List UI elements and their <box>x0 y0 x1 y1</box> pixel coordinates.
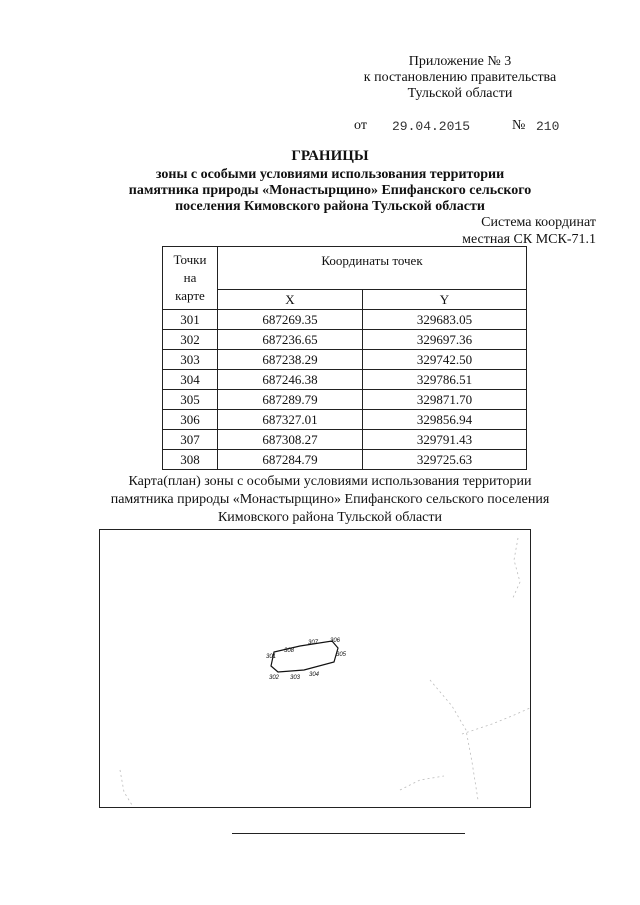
cell-x: 687289.79 <box>218 390 363 410</box>
cell-x: 687236.65 <box>218 330 363 350</box>
header-x: X <box>218 290 363 310</box>
cell-point: 305 <box>163 390 218 410</box>
point-label-307: 307 <box>308 640 319 646</box>
cell-y: 329742.50 <box>363 350 527 370</box>
cell-point: 302 <box>163 330 218 350</box>
map-canvas <box>100 530 530 807</box>
terrain-trace <box>462 708 530 734</box>
cell-point: 304 <box>163 370 218 390</box>
title-line-2: памятника природы «Монастырщино» Епифанского сельского <box>128 183 532 198</box>
number-value: 210 <box>536 119 560 134</box>
table-row <box>163 350 527 370</box>
map-plan <box>99 529 531 808</box>
annex-header <box>340 54 580 102</box>
header-points-line-2: на <box>183 270 197 285</box>
terrain-trace <box>430 680 478 800</box>
cell-y: 329791.43 <box>363 430 527 450</box>
coordinate-system-line-1: Система координат <box>481 215 596 230</box>
point-label-308: 308 <box>284 648 295 654</box>
map-caption-line-3: Кимовского района Тульской области <box>217 510 443 525</box>
point-label-304: 304 <box>309 672 320 678</box>
map-caption-line-2: памятника природы «Монастырщино» Епифанского сельского поселения <box>110 492 550 507</box>
cell-point: 301 <box>163 310 218 330</box>
terrain-trace <box>512 538 520 600</box>
map-caption-line-1: Карта(план) зоны с особыми условиями использования территории <box>128 474 532 489</box>
cell-x: 687269.35 <box>218 310 363 330</box>
header-points <box>163 247 218 310</box>
cell-point: 303 <box>163 350 218 370</box>
table-row <box>163 410 527 430</box>
annex-line-2: к постановлению правительства <box>363 70 557 85</box>
coordinates-table-body <box>163 310 527 470</box>
table-row <box>163 370 527 390</box>
zone-boundary <box>271 641 338 672</box>
terrain-trace <box>120 770 132 805</box>
table-row <box>163 450 527 470</box>
point-label-303: 303 <box>290 675 301 681</box>
map-caption <box>80 473 580 527</box>
cell-x: 687327.01 <box>218 410 363 430</box>
cell-y: 329683.05 <box>363 310 527 330</box>
cell-y: 329856.94 <box>363 410 527 430</box>
point-label-301: 301 <box>266 654 277 660</box>
date-value: 29.04.2015 <box>392 119 471 134</box>
table-row <box>163 390 527 410</box>
cell-x: 687238.29 <box>218 350 363 370</box>
date-prefix: от <box>354 118 367 133</box>
cell-point: 308 <box>163 450 218 470</box>
terrain-traces <box>120 538 530 805</box>
cell-point: 306 <box>163 410 218 430</box>
cell-point: 307 <box>163 430 218 450</box>
terrain-trace <box>400 776 444 790</box>
document-heading: ГРАНИЦЫ <box>291 148 369 164</box>
point-label-302: 302 <box>269 675 280 681</box>
header-points-line-1: Точки <box>173 252 207 267</box>
coordinates-table <box>162 246 527 470</box>
point-label-306: 306 <box>330 638 341 644</box>
cell-x: 687284.79 <box>218 450 363 470</box>
table-row <box>163 310 527 330</box>
header-y: Y <box>363 290 527 310</box>
cell-y: 329725.63 <box>363 450 527 470</box>
cell-y: 329786.51 <box>363 370 527 390</box>
annex-line-1: Приложение № 3 <box>408 54 512 69</box>
cell-x: 687246.38 <box>218 370 363 390</box>
header-coordinates: Координаты точек <box>218 247 527 290</box>
title-line-3: поселения Кимовского района Тульской области <box>175 199 485 214</box>
cell-x: 687308.27 <box>218 430 363 450</box>
coordinate-system <box>462 214 596 248</box>
table-row <box>163 430 527 450</box>
bottom-divider <box>232 833 465 834</box>
table-row <box>163 330 527 350</box>
title-line-1: зоны с особыми условиями использования территории <box>155 167 505 182</box>
cell-y: 329871.70 <box>363 390 527 410</box>
point-label-305: 305 <box>336 652 347 658</box>
number-prefix: № <box>512 118 526 133</box>
annex-line-3: Тульской области <box>407 86 513 101</box>
coordinate-system-line-2: местная СК МСК-71.1 <box>462 232 596 247</box>
cell-y: 329697.36 <box>363 330 527 350</box>
header-points-line-3: карте <box>175 288 205 303</box>
